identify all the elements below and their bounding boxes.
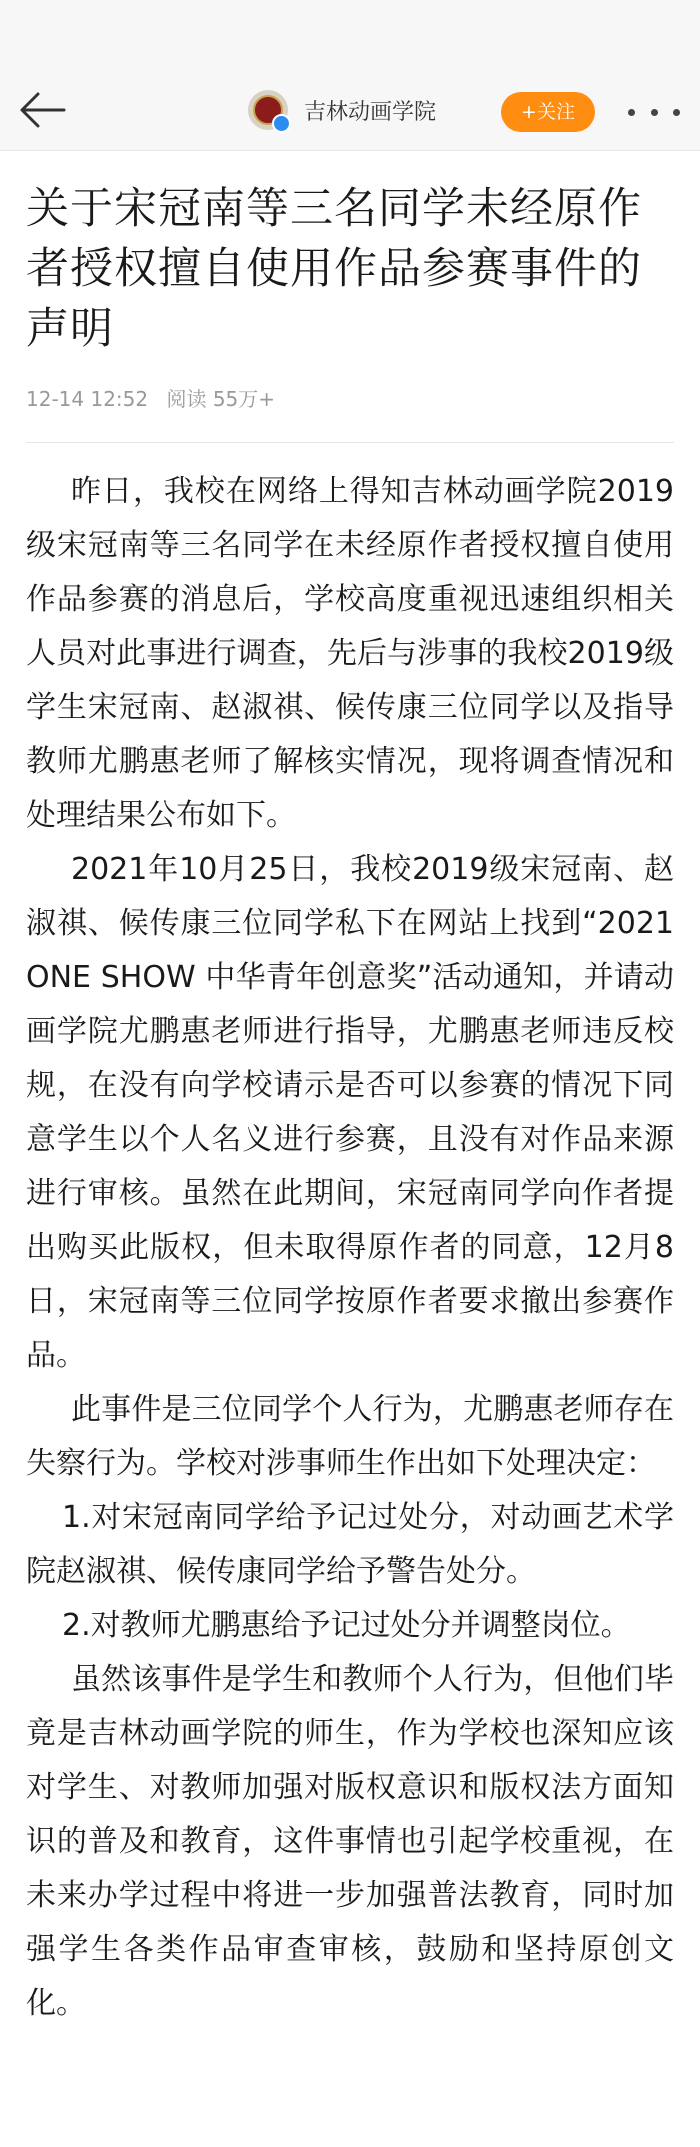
more-dots-icon [628, 109, 635, 116]
account-header[interactable] [248, 82, 436, 138]
divider [26, 442, 674, 443]
follow-button[interactable]: +关注 [501, 92, 595, 132]
more-button[interactable] [628, 96, 680, 128]
status-bar [0, 0, 700, 70]
more-dots-icon [673, 109, 680, 116]
paragraph: 此事件是三位同学个人行为，尤鹏惠老师存在失察行为。学校对涉事师生作出如下处理决定： [26, 1392, 674, 1481]
decision-item: 1.对宋冠南同学给予记过处分，对动画艺术学院赵淑祺、候传康同学给予警告处分。 [26, 1500, 674, 1589]
article-meta [26, 383, 674, 412]
paragraph: 虽然该事件是学生和教师个人行为，但他们毕竟是吉林动画学院的师生，作为学校也深知应该对学生、对教师加强对版权意识和版权法方面知识的普及和教育，这件事情也引起学校重视，在未来办学过程中将进一步加强普法教育，同时加强学生各类作品审查审核，鼓励和坚持原创文化。 [26, 1662, 674, 2021]
publish-time: 12-14 12:52 [26, 387, 149, 411]
account-name[interactable]: 吉林动画学院 [304, 99, 437, 125]
verified-badge-icon [272, 114, 291, 133]
article [0, 179, 700, 2031]
arrow-left-icon [16, 88, 68, 132]
decision-item: 2.对教师尤鹏惠给予记过处分并调整岗位。 [62, 1608, 631, 1643]
article-title: 关于宋冠南等三名同学未经原作者授权擅自使用作品参赛事件的声明 [26, 184, 642, 354]
nav-bar [0, 70, 700, 151]
paragraph: 2021年10月25日，我校2019级宋冠南、赵淑祺、候传康三位同学私下在网站上找到“2021 ONE SHOW 中华青年创意奖”活动通知，并请动画学院尤鹏惠老师进行指导，尤鹏惠老师违反校规，在没有向学校请示是否可以参赛的情况下同意学生以个人名义进行参赛，且没有对作品来源进行审核。虽然在此期间，宋冠南同学向作者提出购买此版权，但未取得原作者的同意，12月8日，宋冠南等三位同学按原作者要求撤出参赛作品。 [26, 852, 674, 1373]
more-dots-icon [651, 109, 658, 116]
view-count: 阅读 55万+ [166, 387, 276, 411]
avatar[interactable] [248, 90, 288, 130]
paragraph: 昨日，我校在网络上得知吉林动画学院2019级宋冠南等三名同学在未经原作者授权擅自使用作品参赛的消息后，学校高度重视迅速组织相关人员对此事进行调查，先后与涉事的我校2019级学生宋冠南、赵淑祺、候传康三位同学以及指导教师尤鹏惠老师了解核实情况，现将调查情况和处理结果公布如下。 [26, 474, 674, 833]
article-body [26, 465, 674, 2031]
back-button[interactable] [16, 88, 68, 132]
